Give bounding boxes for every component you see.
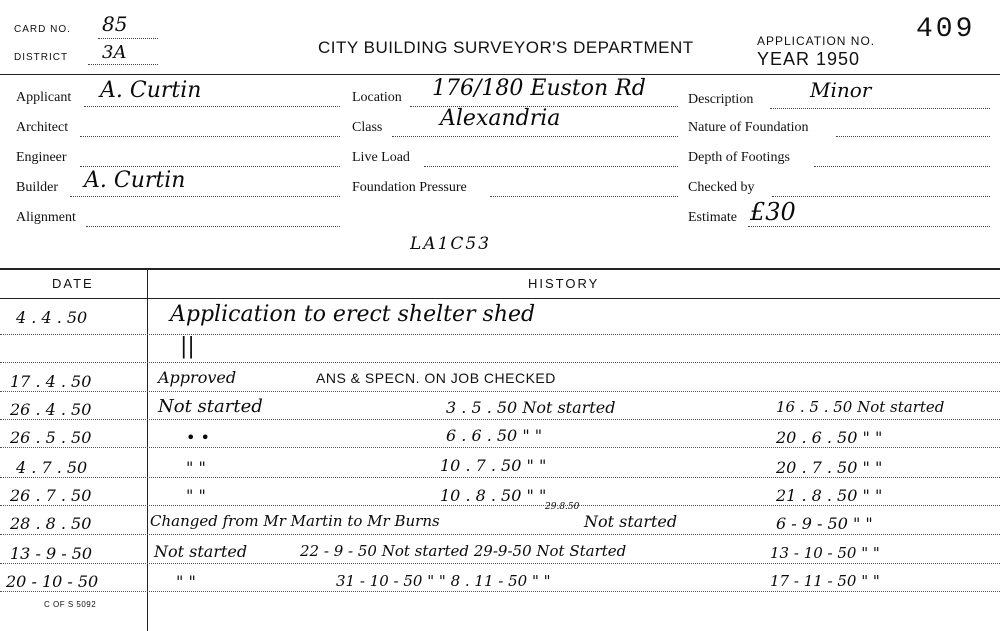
pressure-label: Foundation Pressure <box>352 180 467 195</box>
row-date: 13 - 9 - 50 <box>10 544 93 563</box>
row-line <box>0 591 1000 592</box>
checked-label: Checked by <box>688 180 755 195</box>
description-value: Minor <box>810 78 872 102</box>
row-entry-second: 10 . 7 . 50 " " <box>440 456 547 475</box>
row-entry-third: 20 . 7 . 50 " " <box>776 458 883 477</box>
row-history: " " <box>176 572 196 591</box>
row-line <box>0 362 1000 363</box>
row-entry-third: 6 - 9 - 50 " " <box>776 514 873 533</box>
row-history: Application to erect shelter shed <box>170 302 536 327</box>
row-line <box>0 447 1000 448</box>
header-rule <box>0 74 1000 75</box>
row-date: 26 . 5 . 50 <box>10 428 92 447</box>
card-no-value: 85 <box>102 12 128 36</box>
estimate-line <box>748 226 990 227</box>
row-date: 20 - 10 - 50 <box>6 572 99 591</box>
builder-line <box>70 196 340 197</box>
liveload-label: Live Load <box>352 150 410 165</box>
engineer-label: Engineer <box>16 150 67 165</box>
row-history: Approved <box>158 368 237 387</box>
applicant-line <box>84 106 340 107</box>
nature-line <box>836 136 990 137</box>
class-line <box>392 136 678 137</box>
row-entry-second: 3 . 5 . 50 Not started <box>446 398 616 417</box>
row-line <box>0 505 1000 506</box>
class-value: Alexandria <box>440 106 561 131</box>
row-entry-second: 22 - 9 - 50 Not started 29-9-50 Not Started <box>300 542 627 560</box>
header-row-rule <box>0 298 1000 299</box>
row-line <box>0 477 1000 478</box>
date-column-divider <box>147 268 148 631</box>
alignment-line <box>86 226 340 227</box>
application-label: APPLICATION NO. <box>757 34 876 48</box>
form-code: C OF S 5092 <box>44 600 97 609</box>
row-date: 26 . 4 . 50 <box>10 400 92 419</box>
row-date: 28 . 8 . 50 <box>10 514 92 533</box>
row-entry-second: 10 . 8 . 50 " " <box>440 486 547 505</box>
row-date: 26 . 7 . 50 <box>10 486 92 505</box>
depth-label: Depth of Footings <box>688 150 790 165</box>
row-line <box>0 419 1000 420</box>
row-line <box>0 334 1000 335</box>
application-value: 409 <box>916 14 976 45</box>
pressure-line <box>490 196 678 197</box>
engineer-line <box>80 166 340 167</box>
district-value: 3A <box>102 42 127 63</box>
district-label: DISTRICT <box>14 52 69 63</box>
alignment-label: Alignment <box>16 210 76 225</box>
architect-label: Architect <box>16 120 69 135</box>
row-line <box>0 534 1000 535</box>
row-date: 4 . 4 . 50 <box>16 308 88 327</box>
depth-line <box>814 166 990 167</box>
row-history: • • <box>186 428 210 447</box>
row-entry-second: Not started <box>584 512 678 531</box>
row-history: Changed from Mr Martin to Mr Burns <box>150 512 440 530</box>
class-label: Class <box>352 120 383 135</box>
reference-code: LA1C53 <box>410 234 492 254</box>
estimate-label: Estimate <box>688 210 737 225</box>
description-label: Description <box>688 92 754 107</box>
builder-label: Builder <box>16 180 58 195</box>
date-header: DATE <box>52 276 94 291</box>
description-line <box>770 108 990 109</box>
applicant-value: A. Curtin <box>100 78 202 103</box>
row-entry-second: 31 - 10 - 50 " " 8 . 11 - 50 " " <box>336 572 551 590</box>
row-history: Not started <box>158 396 263 417</box>
location-label: Location <box>352 90 402 105</box>
liveload-line <box>424 166 678 167</box>
estimate-value: £30 <box>750 198 796 226</box>
table-top-rule <box>0 268 1000 270</box>
row-history: " " <box>186 458 206 477</box>
row-history: || <box>180 334 195 359</box>
row-entry-third: 21 . 8 . 50 " " <box>776 486 883 505</box>
nature-label: Nature of Foundation <box>688 120 809 135</box>
architect-line <box>80 136 340 137</box>
location-value: 176/180 Euston Rd <box>432 76 646 101</box>
card-no-underline <box>98 38 158 39</box>
row-entry-third: 20 . 6 . 50 " " <box>776 428 883 447</box>
year-label: YEAR 1950 <box>757 49 861 69</box>
row-entry-third: 16 . 5 . 50 Not started <box>776 398 945 416</box>
checked-stamp: ANS & SPECN. ON JOB CHECKED <box>316 370 556 386</box>
row-date: 17 . 4 . 50 <box>10 372 92 391</box>
row-entry-third: 17 - 11 - 50 " " <box>770 572 880 590</box>
row-history: Not started <box>154 542 248 561</box>
row-history: " " <box>186 486 206 505</box>
department-title: CITY BUILDING SURVEYOR'S DEPARTMENT <box>318 38 694 57</box>
applicant-label: Applicant <box>16 90 72 105</box>
row-date: 4 . 7 . 50 <box>16 458 88 477</box>
row-entry-second: 6 . 6 . 50 " " <box>446 426 543 445</box>
checked-line <box>772 196 990 197</box>
row-annotation: 29.8.50 <box>545 502 580 512</box>
row-line <box>0 563 1000 564</box>
row-entry-third: 13 - 10 - 50 " " <box>770 544 880 562</box>
builder-value: A. Curtin <box>84 168 186 193</box>
card-no-label: CARD NO. <box>14 24 71 35</box>
history-header: HISTORY <box>528 276 600 291</box>
row-line <box>0 391 1000 392</box>
district-underline <box>88 64 158 65</box>
